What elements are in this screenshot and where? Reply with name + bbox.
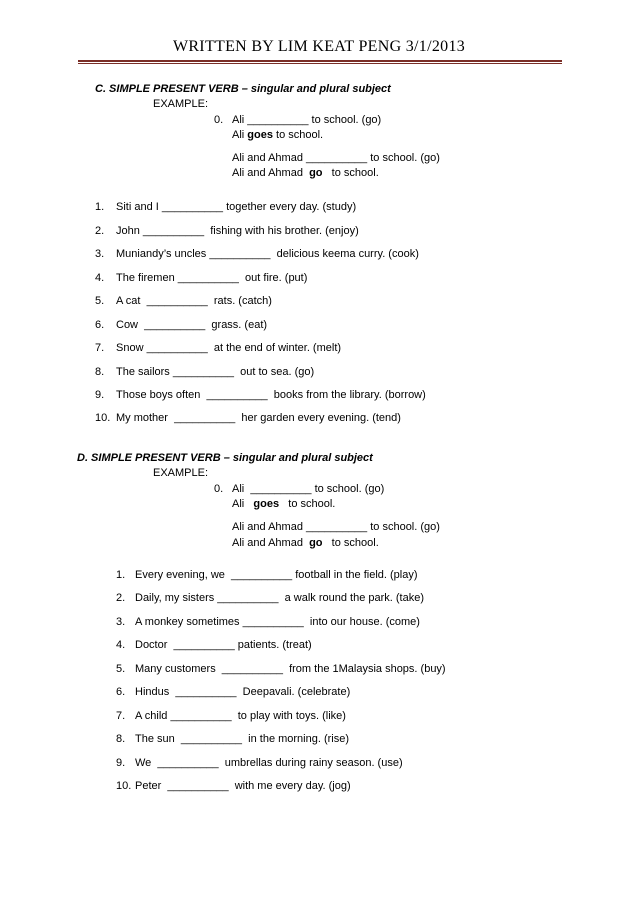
- section-d-item-text: The sun __________ in the morning. (rise): [135, 733, 350, 745]
- section-d-example-label: EXAMPLE:: [153, 467, 209, 479]
- a1-pre: Ali: [232, 129, 248, 141]
- section-d-example-q1: Ali __________ to school. (go): [232, 483, 385, 495]
- section-c-item-num: 1.: [95, 201, 105, 213]
- section-d-item-num: 1.: [116, 569, 126, 581]
- section-d-item-num: 3.: [116, 616, 126, 628]
- section-c-example-q1: Ali __________ to school. (go): [232, 114, 382, 126]
- a1-post: to school.: [272, 129, 324, 141]
- section-c-item-text: Those boys often __________ books from the library. (borrow): [116, 389, 426, 401]
- section-c-item-text: John __________ fishing with his brother. (enjoy): [116, 225, 359, 237]
- section-d-item-text: Doctor __________ patients. (treat): [135, 639, 312, 651]
- a1-post: to school.: [279, 498, 336, 510]
- section-c-item-text: Snow __________ at the end of winter. (melt): [116, 342, 342, 354]
- a2-post: to school.: [322, 537, 379, 549]
- header-rule-thin: [78, 63, 562, 64]
- section-d-item-num: 6.: [116, 686, 126, 698]
- a2-pre: Ali and Ahmad: [232, 167, 310, 179]
- section-d-example-num: 0.: [214, 483, 224, 495]
- section-c-item-num: 2.: [95, 225, 105, 237]
- section-c-example-label: EXAMPLE:: [153, 98, 209, 110]
- a1-verb: goes: [253, 498, 280, 510]
- section-d-item-num: 8.: [116, 733, 126, 745]
- section-c-item-text: A cat __________ rats. (catch): [116, 295, 272, 307]
- section-c-item-num: 3.: [95, 248, 105, 260]
- section-d-example-q2: Ali and Ahmad __________ to school. (go): [232, 521, 440, 533]
- header-rule: [78, 60, 562, 62]
- section-c-example-num: 0.: [214, 114, 224, 126]
- section-d-item-text: A monkey sometimes __________ into our house. (come): [135, 616, 420, 628]
- a2-verb: go: [309, 167, 323, 179]
- section-c-item-num: 6.: [95, 319, 105, 331]
- section-d-item-text: A child __________ to play with toys. (like): [135, 710, 346, 722]
- a2-post: to school.: [322, 167, 379, 179]
- section-c-item-text: Cow __________ grass. (eat): [116, 319, 268, 331]
- section-c-item-num: 5.: [95, 295, 105, 307]
- a2-verb: go: [309, 537, 323, 549]
- section-d-example-a2: [232, 536, 379, 550]
- section-d-item-num: 4.: [116, 639, 126, 651]
- section-d-item-num: 10.: [116, 780, 132, 792]
- section-d-example-a1: [232, 497, 335, 511]
- section-c-item-num: 7.: [95, 342, 105, 354]
- section-d-item-text: Hindus __________ Deepavali. (celebrate): [135, 686, 351, 698]
- section-c-item-text: The sailors __________ out to sea. (go): [116, 366, 315, 378]
- section-c-example-a2: [232, 166, 379, 180]
- section-d-item-num: 2.: [116, 592, 126, 604]
- section-c-item-text: Muniandy’s uncles __________ delicious keema curry. (cook): [116, 248, 419, 260]
- section-c-example-q2: Ali and Ahmad __________ to school. (go): [232, 152, 440, 164]
- section-d-item-text: Daily, my sisters __________ a walk round the park. (take): [135, 592, 424, 604]
- section-c-item-text: The firemen __________ out fire. (put): [116, 272, 308, 284]
- section-c-example-a1: [232, 128, 323, 142]
- section-d-item-text: We __________ umbrellas during rainy season. (use): [135, 757, 403, 769]
- section-c-title: C. SIMPLE PRESENT VERB – singular and plural subject: [95, 83, 391, 95]
- a1-pre: Ali: [232, 498, 254, 510]
- a1-verb: goes: [247, 129, 273, 141]
- page-header: WRITTEN BY LIM KEAT PENG 3/1/2013: [172, 38, 466, 55]
- section-c-item-num: 4.: [95, 272, 105, 284]
- section-d-item-num: 5.: [116, 663, 126, 675]
- section-c-item-num: 10.: [95, 412, 111, 424]
- section-d-item-text: Every evening, we __________ football in the field. (play): [135, 569, 418, 581]
- a2-pre: Ali and Ahmad: [232, 537, 310, 549]
- section-c-item-text: My mother __________ her garden every evening. (tend): [116, 412, 401, 424]
- section-c-item-num: 9.: [95, 389, 105, 401]
- section-c-item-num: 8.: [95, 366, 105, 378]
- section-d-title: D. SIMPLE PRESENT VERB – singular and plural subject: [77, 452, 373, 464]
- section-d-item-num: 7.: [116, 710, 126, 722]
- section-d-item-text: Many customers __________ from the 1Malaysia shops. (buy): [135, 663, 446, 675]
- section-d-item-num: 9.: [116, 757, 126, 769]
- section-d-item-text: Peter __________ with me every day. (jog): [135, 780, 351, 792]
- section-c-item-text: Siti and I __________ together every day. (study): [116, 201, 357, 213]
